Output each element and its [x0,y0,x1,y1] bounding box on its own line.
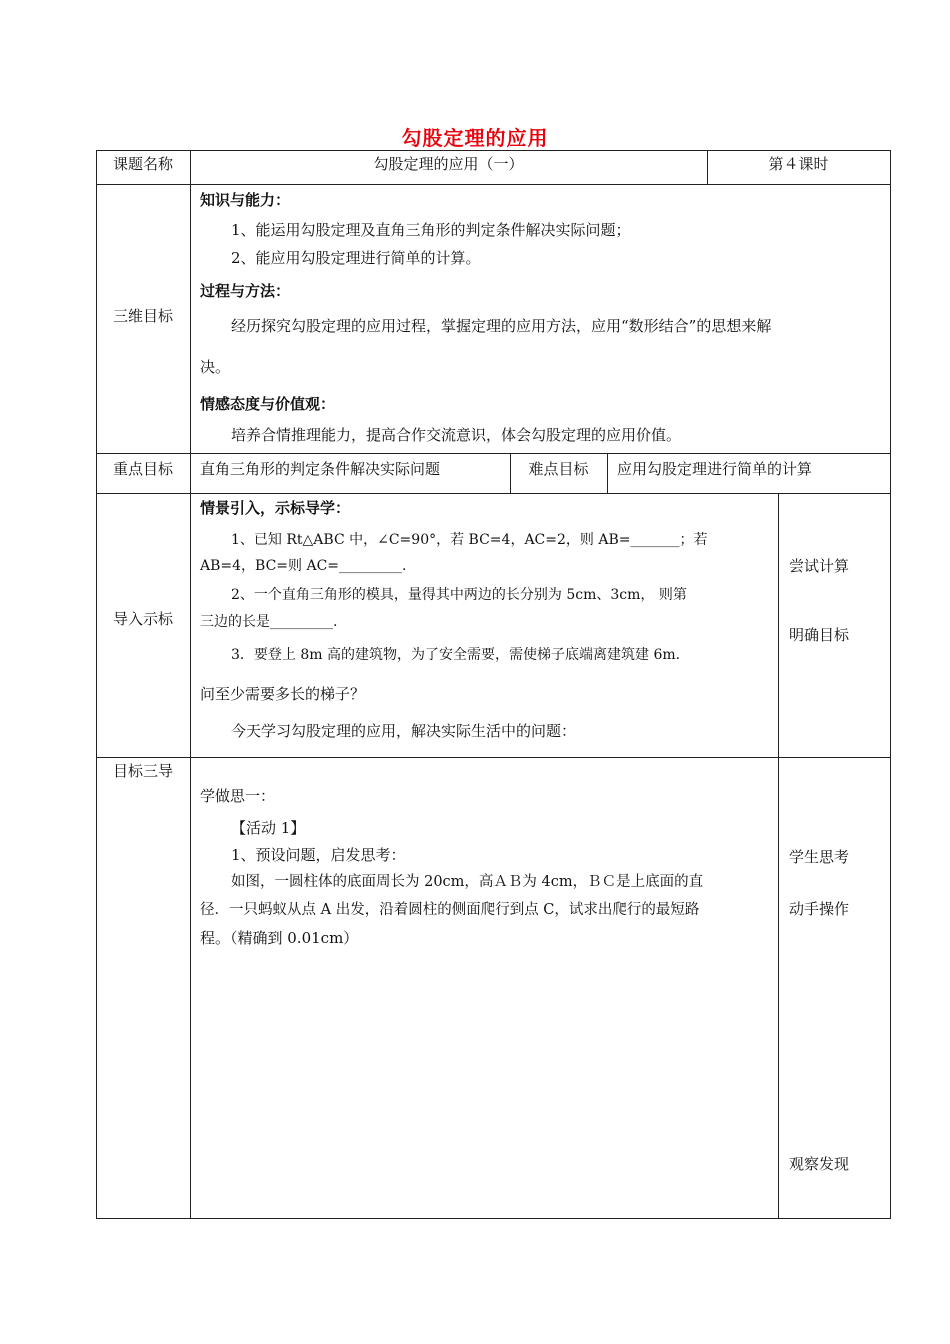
process-text: 经历探究勾股定理的应用过程，掌握定理的应用方法，应用“数形结合”的思想来解 [231,317,772,335]
intro-title: 情景引入，示标导学： [200,499,351,517]
row-divider [96,757,891,758]
knowledge-item: 2、能应用勾股定理进行简单的计算。 [231,249,481,267]
question-3: 3．要登上 8m 高的建筑物，为了安全需要，需使梯子底端离建筑建 6m. [231,647,681,663]
emotion-text: 培养合情推理能力，提高合作交流意识，体会勾股定理的应用价值。 [231,426,682,444]
difficulty-label: 难点目标 [528,460,589,478]
goals-label: 三维目标 [112,307,173,325]
label-column-divider [190,150,191,1219]
side-note: 动手操作 [789,900,850,918]
question-3-cont: 问至少需要多长的梯子？ [200,685,366,703]
side-note: 尝试计算 [789,557,850,575]
question-1-cont: AB=4，BC=则 AC=_________. [200,558,407,574]
problem-text: 如图，一圆柱体的底面周长为 20cm，高ＡＢ为 4cm，ＢＣ是上底面的直 [231,874,704,890]
intro-label: 导入示标 [112,610,173,628]
activity-title: 【活动 1】 [231,819,306,837]
problem-text: 程。（精确到 0.01cm） [200,929,359,947]
question-1: 1、已知 Rt△ABC 中，∠C=90°，若 BC=4，AC=2，则 AB=_______；若 [231,532,708,548]
question-2-cont: 三边的长是_________. [200,614,338,630]
difficulty-divider [607,453,608,493]
process-title: 过程与方法： [200,282,291,300]
lesson-period: 第４课时 [768,155,829,173]
think-one: 学做思一： [200,787,276,805]
table-border-top [96,150,891,151]
table-border-bottom [96,1218,891,1219]
preset-question: 1、预设问题，启发思考： [231,846,406,864]
difficulty-content: 应用勾股定理进行简单的计算 [617,460,813,478]
lesson-name: 勾股定理的应用（一） [373,155,524,173]
knowledge-title: 知识与能力： [200,191,291,209]
side-note: 观察发现 [789,1155,850,1173]
question-2: 2、一个直角三角形的模具，量得其中两边的长分别为 5cm、3cm， 则第 [231,587,687,603]
row-divider [96,453,891,454]
row-divider [96,493,891,494]
page-title: 勾股定理的应用 [401,126,549,150]
process-text: 决。 [200,358,231,376]
row-divider [96,184,891,185]
today-text: 今天学习勾股定理的应用，解决实际生活中的问题： [231,722,577,740]
emotion-title: 情感态度与价值观： [200,395,336,413]
focus-label: 重点目标 [112,460,173,478]
problem-text: 径．一只蚂蚁从点 A 出发，沿着圆柱的侧面爬行到点 C，试求出爬行的最短路 [200,902,700,918]
side-note: 明确目标 [789,626,850,644]
side-note: 学生思考 [789,848,850,866]
table-border-right [890,150,891,1219]
focus-content: 直角三角形的判定条件解决实际问题 [200,460,441,478]
knowledge-item: 1、能运用勾股定理及直角三角形的判定条件解决实际问题； [231,221,631,239]
lesson-name-label: 课题名称 [112,155,173,173]
side-column-divider [778,493,779,1219]
guide-label: 目标三导 [112,762,173,780]
